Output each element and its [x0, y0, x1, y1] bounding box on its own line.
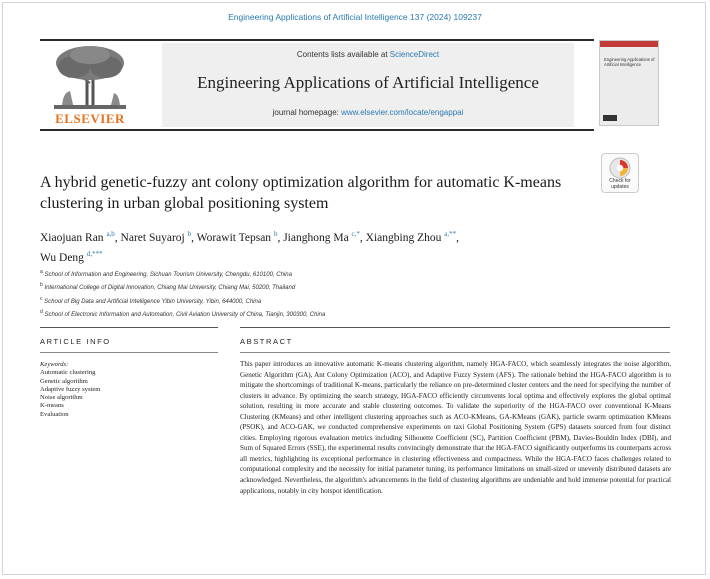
journal-cover-thumbnail[interactable] — [599, 40, 659, 126]
keyword-item: Genetic algorithm — [40, 377, 88, 385]
check-for-updates-button[interactable] — [601, 153, 639, 193]
author-list: Xiaojuan Ran $^{a,b}$, Naret Suyaroj $^b$, Worawit Tepsan $^b$, Jianghong Ma $^{c,*}$, Xiangbing Zhou $^{a,**}$, Wu Deng $^{d,***}$ — [40, 230, 459, 264]
affiliation-item: $^d$ School of Electronic Information and Automation, Civil Aviation University of China, Tianjin, 300300, China — [40, 308, 326, 318]
article-title: A hybrid genetic-fuzzy ant colony optimization algorithm for automatic K-means clustering in urban global positioning system — [40, 174, 562, 212]
author-affiliation-mark[interactable]: a,** — [444, 230, 457, 238]
check-updates-label: Check for updates — [609, 178, 631, 190]
author-affiliation-mark[interactable]: a,b — [106, 230, 115, 238]
keywords-label: Keywords: — [40, 361, 69, 368]
abstract-divider — [240, 352, 670, 353]
elsevier-tree-icon — [40, 43, 140, 111]
cover-title: Engineering Applications of Artificial Intelligence — [604, 57, 655, 67]
author-name[interactable]: Worawit Tepsan — [196, 231, 272, 244]
article-info-top-rule — [40, 327, 218, 328]
abstract-heading: ABSTRACT — [240, 337, 293, 346]
journal-header — [40, 39, 594, 131]
contents-line — [162, 50, 574, 59]
keywords-block — [40, 361, 218, 419]
author-name[interactable]: Jianghong Ma — [283, 231, 349, 244]
journal-header-center — [162, 43, 574, 127]
keyword-item: K-means — [40, 402, 64, 410]
contents-prefix: Contents lists available at — [296, 50, 390, 59]
sciencedirect-link[interactable]: ScienceDirect — [389, 50, 440, 59]
cover-logo-mark — [603, 115, 617, 121]
author-name[interactable]: Naret Suyaroj — [120, 231, 185, 244]
affiliation-list — [40, 267, 600, 320]
abstract-text: This paper introduces an innovative automatic K-means clustering algorithm, namely HGA-FACO, which seamlessly integrates the noise algorithm, Genetic Algorithm (GA), Ant Colony Optimization (ACO), and Adaptive Fuzzy System (AFS). The rationale behind the HGA-FACO algorithm is to mitigate the shortcomings of traditional K-means, particularly the reliance on pre-determined cluster centers and the need for specifying the number of clusters in advance. By optimizing the search strategy, HGA-FACO efficiently circumvents local optima and effectively explores the global optimal solution, resulting in more accurate and stable clustering outcomes. To validate the superiority of the HGA-FACO over conventional K-Means Clustering (KMeans) and other intelligent clustering approaches such as ACO-KMeans, GA-KMeans (GAK), particle swarm optimization KMeans (PSOK), and ACO-GAK, we conducted comprehensive experiments on taxi Global Positioning System (GPS) datasets sourced from four distinct cities. Employing rigorous evaluation metrics including Silhouette Coefficient (SC), Partition Coefficient (PBM), Davies-Bouldin Index (DBI), and Sum of Squared Errors (SSE), the experimental results convincingly demonstrate that the HGA-FACO significantly outperforms its counterparts across all metrics, highlighting its exceptional performance in clustering effectiveness and compactness. While the HGA-FACO faces challenges related to computational complexity and the necessity for initial parameter tuning, its performance limitations on small-sized or unevenly distributed datasets are acknowledged. Nevertheless, the algorithm's advancements in the field of clustering algorithms are undeniable and hold immense potential for practical applications, notably in city hotspot identification. — [240, 360, 671, 495]
author-affiliation-mark[interactable]: b — [273, 230, 278, 238]
elsevier-wordmark: ELSEVIER — [55, 111, 125, 126]
author-name[interactable]: Wu Deng — [40, 251, 84, 264]
keyword-item: Evaluation — [40, 410, 69, 418]
abstract-top-rule — [240, 327, 670, 328]
affiliation-item: $^a$ School of Information and Engineering, Sichuan Tourism University, Chengdu, 610100, China — [40, 269, 292, 278]
cover-band — [600, 41, 658, 47]
keyword-item: Adaptive fuzzy system — [40, 385, 101, 393]
author-name[interactable]: Xiaojuan Ran — [40, 231, 104, 244]
check-updates-icon — [609, 157, 631, 179]
journal-title: Engineering Applications of Artificial Intelligence — [197, 73, 539, 92]
article-info-heading: ARTICLE INFO — [40, 337, 111, 346]
author-name[interactable]: Xiangbing Zhou — [365, 231, 442, 244]
homepage-line — [162, 108, 574, 117]
journal-reference[interactable]: Engineering Applications of Artificial Intelligence 137 (2024) 109237 — [228, 12, 482, 22]
keyword-item: Automatic clustering — [40, 369, 96, 377]
keyword-item: Noise algorithm — [40, 394, 83, 402]
elsevier-logo — [40, 43, 140, 127]
author-affiliation-mark[interactable]: b — [187, 230, 192, 238]
author-affiliation-mark[interactable]: c,* — [351, 230, 360, 238]
author-affiliation-mark[interactable]: d,*** — [86, 249, 103, 258]
affiliation-item: $^c$ School of Big Data and Artificial Intelligence Yibin University, Yibin, 644000, China — [40, 295, 262, 305]
homepage-prefix: journal homepage: — [272, 108, 342, 117]
article-info-divider — [40, 352, 218, 353]
affiliation-item: $^b$ International College of Digital Innovation, Chiang Mai University, Chiang Mai, 50200, Thailand — [40, 282, 296, 292]
journal-homepage-link[interactable]: www.elsevier.com/locate/engappai — [341, 108, 464, 117]
